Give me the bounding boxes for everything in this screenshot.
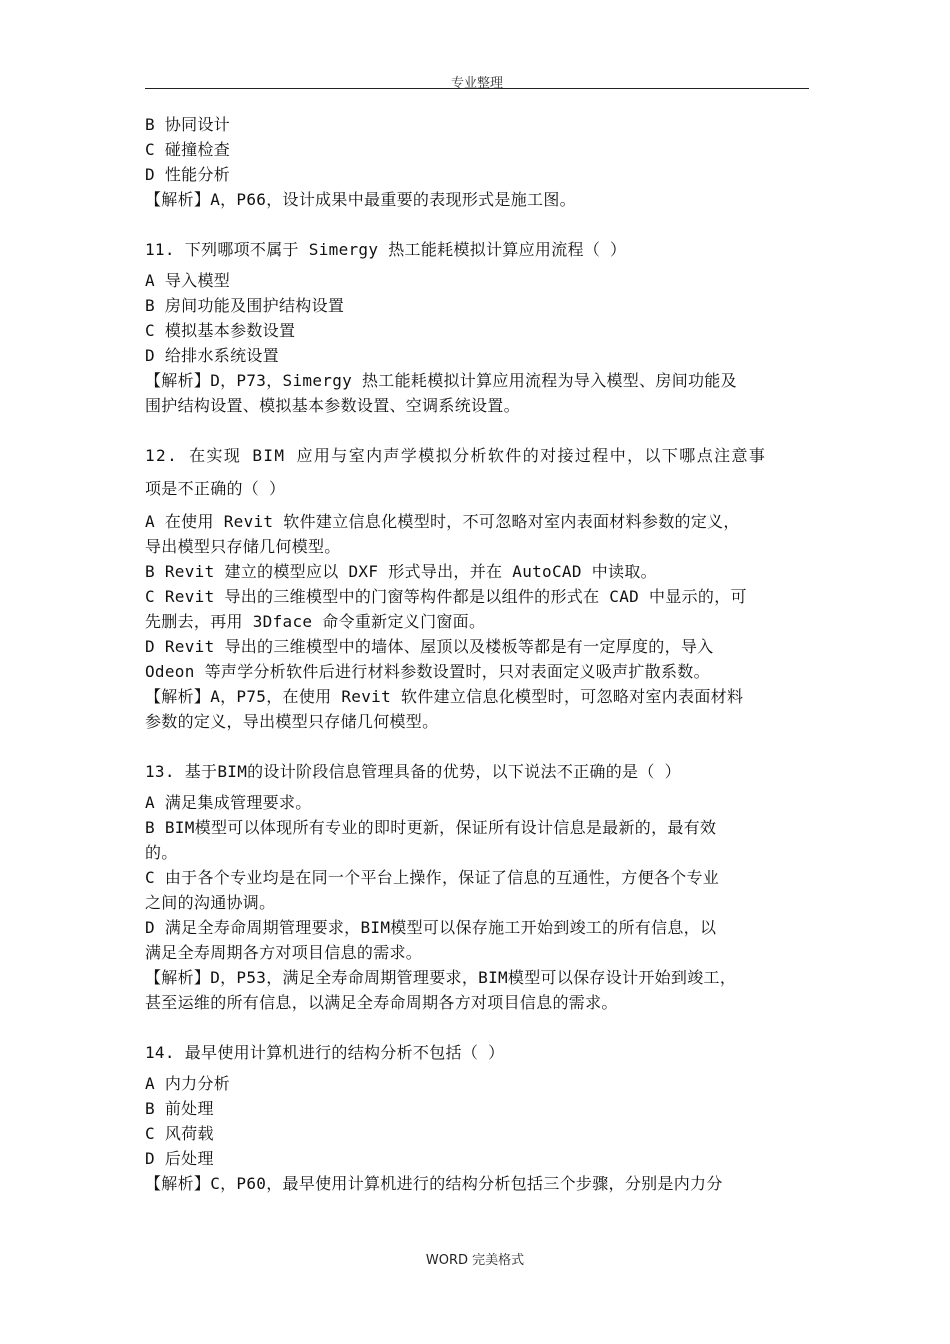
question-title: 13. 基于BIM的设计阶段信息管理具备的优势，以下说法不正确的是（ ） (145, 762, 681, 781)
analysis-line-2: 围护结构设置、模拟基本参数设置、空调系统设置。 (145, 396, 520, 415)
question-title-line-1: 12. 在实现 BIM 应用与室内声学模拟分析软件的对接过程中，以下哪点注意事 (145, 446, 767, 465)
option-a-line-2: 导出模型只存储几何模型。 (145, 537, 341, 556)
question-title: 14. 最早使用计算机进行的结构分析不包括（ ） (145, 1043, 505, 1062)
option-c: C 模拟基本参数设置 (145, 321, 296, 340)
option-c: C 碰撞检查 (145, 140, 231, 159)
analysis-line-2: 参数的定义，导出模型只存储几何模型。 (145, 712, 439, 731)
question-13 (145, 759, 809, 1015)
option-a: A 内力分析 (145, 1074, 231, 1093)
analysis-line-1: 【解析】A，P75，在使用 Revit 软件建立信息化模型时，可忽略对室内表面材料 (145, 687, 744, 706)
analysis: 【解析】A，P66，设计成果中最重要的表现形式是施工图。 (145, 190, 576, 209)
document-body (145, 112, 809, 1196)
option-c-line-1: C Revit 导出的三维模型中的门窗等构件都是以组件的形式在 CAD 中显示的，可 (145, 587, 747, 606)
option-b: B 房间功能及围护结构设置 (145, 296, 345, 315)
option-b-line-2: 的。 (145, 843, 178, 862)
option-d: D 给排水系统设置 (145, 346, 279, 365)
option-d-line-1: D 满足全寿命周期管理要求，BIM模型可以保存施工开始到竣工的所有信息，以 (145, 918, 717, 937)
option-c-line-2: 之间的沟通协调。 (145, 893, 276, 912)
option-a: A 满足集成管理要求。 (145, 793, 312, 812)
question-10-tail (145, 112, 809, 212)
option-d: D 性能分析 (145, 165, 231, 184)
option-a-line-1: A 在使用 Revit 软件建立信息化模型时，不可忽略对室内表面材料参数的定义， (145, 512, 740, 531)
option-c-line-1: C 由于各个专业均是在同一个平台上操作，保证了信息的互通性，方便各个专业 (145, 868, 720, 887)
question-12 (145, 443, 809, 734)
option-b: B 前处理 (145, 1099, 214, 1118)
option-b: B Revit 建立的模型应以 DXF 形式导出，并在 AutoCAD 中读取。 (145, 562, 657, 581)
option-b-line-1: B BIM模型可以体现所有专业的即时更新，保证所有设计信息是最新的，最有效 (145, 818, 717, 837)
option-d-line-1: D Revit 导出的三维模型中的墙体、屋顶以及楼板等都是有一定厚度的，导入 (145, 637, 714, 656)
analysis-line-1: 【解析】D，P73，Simergy 热工能耗模拟计算应用流程为导入模型、房间功能及 (145, 371, 737, 390)
header-divider (145, 88, 809, 89)
option-d-line-2: Odeon 等声学分析软件后进行材料参数设置时，只对表面定义吸声扩散系数。 (145, 662, 710, 681)
analysis-line-2: 甚至运维的所有信息，以满足全寿命周期各方对项目信息的需求。 (145, 993, 618, 1012)
question-title-line-2: 项是不正确的（ ） (145, 479, 286, 498)
page-header: 专业整理 (450, 76, 503, 91)
option-c-line-2: 先删去，再用 3Dface 命令重新定义门窗面。 (145, 612, 486, 631)
option-d: D 后处理 (145, 1149, 214, 1168)
question-11 (145, 237, 809, 418)
option-a: A 导入模型 (145, 271, 231, 290)
page-footer: WORD 完美格式 (425, 1253, 525, 1268)
analysis: 【解析】C，P60，最早使用计算机进行的结构分析包括三个步骤，分别是内力分 (145, 1174, 723, 1193)
analysis-line-1: 【解析】D，P53，满足全寿命周期管理要求，BIM模型可以保存设计开始到竣工， (145, 968, 737, 987)
question-title: 11. 下列哪项不属于 Simergy 热工能耗模拟计算应用流程（ ） (145, 240, 627, 259)
question-14 (145, 1040, 809, 1196)
option-c: C 风荷载 (145, 1124, 214, 1143)
option-b: B 协同设计 (145, 115, 231, 134)
option-d-line-2: 满足全寿周期各方对项目信息的需求。 (145, 943, 423, 962)
